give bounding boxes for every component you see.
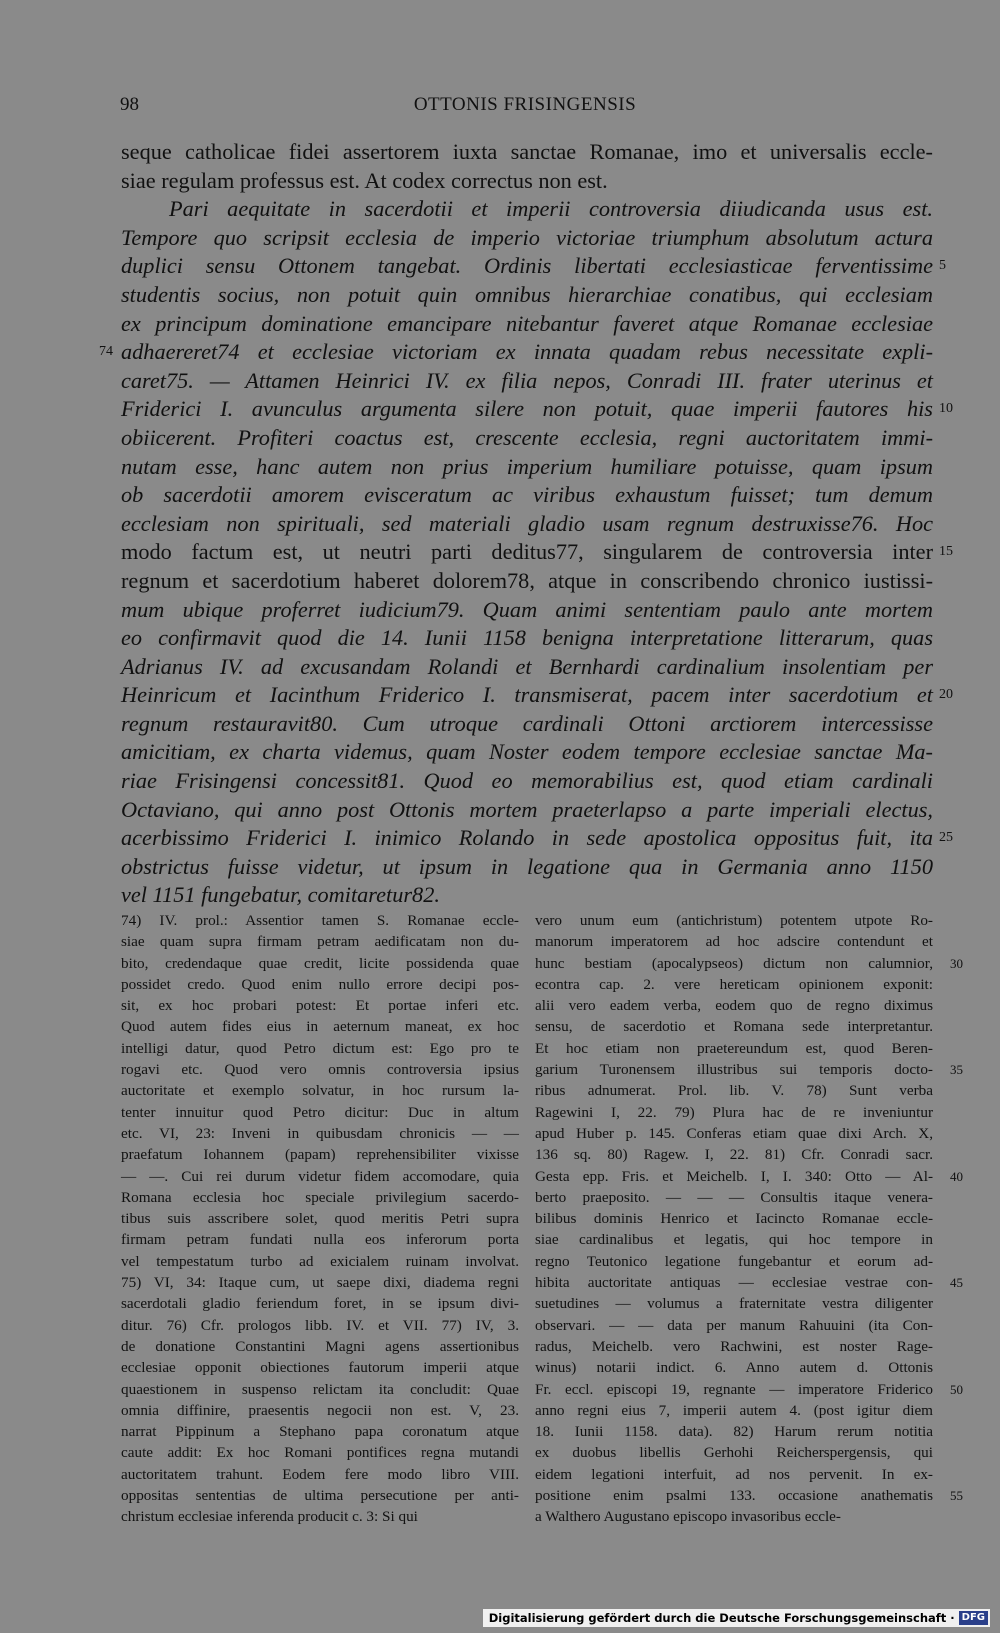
text-line [121, 195, 933, 224]
text-line [121, 510, 933, 539]
footnote-line [121, 1421, 519, 1442]
text-line-content: ecclesiam non spirituali, sed materiali gladio usam regnum destruxisse76. Hoc [121, 510, 933, 536]
footnote-line [535, 1144, 933, 1165]
footnote-line [535, 1251, 933, 1272]
text-line-content: Adrianus IV. ad excusandam Rolandi et Bernhardi cardinalium insolentiam per [121, 653, 933, 679]
footnote-line-content: caute addit: Ex hoc Romani pontifices regna mutandi [121, 1444, 519, 1462]
text-line-content: Pari aequitate in sacerdotii et imperii controversia diiudicanda usus est. [169, 196, 933, 222]
footnote-line-content: Quod autem fides eius in aeternum maneat, ex hoc [121, 1018, 519, 1036]
text-line [121, 738, 933, 767]
footnote-line [535, 1400, 933, 1421]
text-line [99, 338, 933, 367]
text-line [121, 624, 933, 653]
footnote-line [121, 910, 519, 931]
line-number: 25 [939, 830, 953, 846]
footnote-line [535, 1208, 933, 1229]
footnote-line-content: ribus adnumerat. Prol. lib. V. 78) Sunt verba [535, 1082, 933, 1100]
text-line [121, 281, 933, 310]
footnote-line [535, 1464, 933, 1485]
text-line [121, 395, 953, 424]
text-line [121, 367, 933, 396]
footnote-line [535, 1293, 933, 1314]
footnote-line-content: — —. Cui rei durum videtur fidem accomodare, quia [121, 1167, 519, 1185]
text-line-content: vel 1151 fungebatur, comitaretur82. [121, 882, 440, 908]
footnote-line-content: narrat Pippinum a Stephano papa coronatum atque [121, 1423, 519, 1441]
footnote-line-content: firmam petram fundati nulla eos inferorum porta [121, 1231, 519, 1249]
footnote-line-content: econtra cap. 2. vere hereticam opinionem exponit: [535, 975, 933, 993]
text-line-content: ex principum dominatione emancipare nitebantur faveret atque Romanae ecclesiae [121, 310, 933, 336]
footnote-line-content: suetudines — volumus a fraternitate vestra diligenter [535, 1295, 933, 1313]
footnote-line-content: berto praeposito. — — — Consultis itaque venera- [535, 1188, 933, 1206]
footnote-line [121, 1038, 519, 1059]
footnote-line [535, 1102, 933, 1123]
text-line-content: modo factum est, ut neutri parti deditus77, singularem de controversia inter [121, 539, 933, 565]
footnotes-left-column [121, 910, 519, 1528]
footnote-line-number: 40 [950, 1168, 963, 1184]
footnote-line [535, 1442, 933, 1463]
text-line-content: Friderici I. avunculus argumenta silere non potuit, quae imperii fautores his [121, 396, 933, 422]
text-line-content: Tempore quo scripsit ecclesia de imperio victoriae triumphum absolutum actura [121, 224, 933, 250]
text-line [121, 224, 933, 253]
footnote-line-content: bito, credendaque quae credit, licite possidenda quae [121, 954, 519, 972]
footnote-line [121, 1315, 519, 1336]
footnote-line [121, 1144, 519, 1165]
text-line [121, 138, 933, 167]
footnote-line-content: 74) IV. prol.: Assentior tamen S. Romanae eccle- [121, 912, 519, 929]
footnote-line [121, 1400, 519, 1421]
footnote-line-content: winus) notarii indict. 6. Anno autem d. Ottonis [535, 1359, 933, 1377]
footnote-line-content: Et hoc etiam non praetereundum est, quod Beren- [535, 1039, 933, 1057]
footnote-line [535, 995, 933, 1016]
text-line-content: obiicerent. Profiteri coactus est, crescente ecclesia, regni auctoritatem immi- [121, 424, 933, 450]
footnote-line-content: alii vero eadem verba, eodem quo de regno diximus [535, 997, 933, 1015]
footnote-line [121, 1485, 519, 1506]
footnote-line [121, 1102, 519, 1123]
footnote-line-content: apud Huber p. 145. Conferas etiam quae dixi Arch. X, [535, 1124, 933, 1142]
footnote-line-content: hunc bestiam (apocalypseos) dictum non calumnior, [535, 954, 933, 972]
footnote-line-content: etc. VI, 23: Inveni in quibusdam chronicis — — [121, 1124, 519, 1142]
footnote-line [121, 1357, 519, 1378]
text-line-content: acerbissimo Friderici I. inimico Rolando in sede apostolica oppositus fuit, ita [121, 825, 933, 851]
footnote-line [121, 995, 519, 1016]
footnote-line [535, 1315, 933, 1336]
text-line [121, 853, 933, 882]
footnote-line-content: Fr. eccl. episcopi 19, regnante — imperatore Friderico [535, 1380, 933, 1398]
text-line [121, 310, 933, 339]
footnote-line [121, 1442, 519, 1463]
text-line-content: caret75. — Attamen Heinrici IV. ex filia nepos, Conradi III. frater uterinus et [121, 367, 933, 393]
footnote-line [535, 1016, 933, 1037]
text-line-content: eo confirmavit quod die 14. Iunii 1158 benigna interpretatione litterarum, quas [121, 625, 933, 651]
dfg-logo: DFG [959, 1611, 988, 1625]
line-number: 20 [939, 687, 953, 703]
footnote-line-number: 50 [950, 1381, 963, 1397]
text-line [121, 596, 933, 625]
footnote-line-content: positione enim psalmi 133. occasione anathematis [535, 1487, 933, 1505]
line-number: 10 [939, 401, 953, 417]
text-line [121, 167, 933, 196]
footnote-line-content: bilibus dominis Henrico et Iacincto Romanae eccle- [535, 1210, 933, 1228]
footnote-line-content: omnia diffinire, praesentis negocii non est. V, 23. [121, 1401, 519, 1419]
footnote-line-content: sacerdotali gladio feriendum foret, in se ipsum divi- [121, 1295, 519, 1313]
footnote-line [535, 1123, 933, 1144]
text-line-content: adhaereret74 et ecclesiae victoriam ex innata quadam rebus necessitate expli- [121, 339, 933, 365]
text-line-content: regnum et sacerdotium haberet dolorem78, atque in conscribendo chronico iustissi- [121, 567, 933, 593]
footnote-line [535, 1421, 933, 1442]
footnote-line [535, 910, 933, 931]
footnote-line-content: auctoritatem trahunt. Eodem fere modo libro VIII. [121, 1465, 519, 1483]
footnote-line [535, 931, 933, 952]
footnote-line-content: tibus suis asscribere solet, quod meritis Petri supra [121, 1210, 519, 1228]
text-line-content: duplici sensu Ottonem tangebat. Ordinis libertati ecclesiasticae ferventissime [121, 253, 933, 279]
text-line-content: regnum restauravit80. Cum utroque cardinali Ottoni arctiorem intercessisse [121, 710, 933, 736]
footnote-line-content: sensu, de sacerdotio et Romana sede interpretantur. [535, 1018, 933, 1036]
text-line [121, 424, 933, 453]
footnote-line [535, 1336, 933, 1357]
footnote-line-content: Romana ecclesia hoc speciale privilegium sacerdo- [121, 1188, 519, 1206]
footnote-line-content: tenter innuitur quod Petro dicitur: Duc in altum [121, 1103, 519, 1121]
footnote-line-number: 55 [950, 1488, 963, 1504]
footnote-line [121, 1251, 519, 1272]
page-number: 98 [120, 94, 139, 115]
footnote-line [535, 953, 963, 974]
digitization-credit [483, 1609, 990, 1627]
text-line-content: Octaviano, qui anno post Ottonis mortem praeterlapso a parte imperiali electus, [121, 796, 933, 822]
footnote-line-content: possidet credo. Quod enim nullo errore decipi pos- [121, 975, 519, 993]
footnote-line [535, 1038, 933, 1059]
footnote-line-content: de donatione Constantini Magni agens assertionibus [121, 1337, 519, 1355]
text-line-content: obstrictus fuisse videtur, ut ipsum in legatione qua in Germania anno 1150 [121, 853, 933, 879]
text-line [121, 767, 933, 796]
footnote-line [535, 1506, 933, 1527]
footnote-line-content: quaestionem in suspenso relictam ita concludit: Quae [121, 1380, 519, 1398]
text-line [121, 681, 953, 710]
text-line-content: nutam esse, hanc autem non prius imperium humiliare potuisse, quam ipsum [121, 453, 933, 479]
line-number: 5 [939, 258, 946, 274]
footnote-line-content: garium Turonensem illustribus sui temporis docto- [535, 1061, 933, 1079]
footnote-line-content: praefatum Iohannem (papam) reprehensibiliter vixisse [121, 1146, 519, 1164]
footnote-line [535, 1272, 963, 1293]
footnote-line [121, 1464, 519, 1485]
footnote-line [121, 1080, 519, 1101]
page-header [120, 94, 930, 124]
text-line-content: studentis socius, non potuit quin omnibus hierarchiae conatibus, qui ecclesiam [121, 281, 933, 307]
text-line-content: ob sacerdotii amorem evisceratum ac viribus exhaustum fuisset; tum demum [121, 482, 933, 508]
footnote-line [121, 1208, 519, 1229]
footnote-line-content: radus, Meichelb. vero Rachwini, est noster Rage- [535, 1337, 933, 1355]
footnote-line-content: Gesta epp. Fris. et Meichelb. I, I. 340: Otto — Al- [535, 1167, 933, 1185]
footnote-line [535, 1059, 963, 1080]
footnote-line-content: christum ecclesiae inferenda producit c. 3: Si qui [121, 1508, 418, 1526]
footnote-line [535, 1379, 963, 1400]
text-line [121, 881, 933, 910]
footnote-line-content: ex duobus libellis Gerhohi Reicherspergensis, qui [535, 1444, 933, 1462]
text-line-content: siae regulam professus est. At codex correctus non est. [121, 167, 608, 193]
footnote-line [121, 974, 519, 995]
footnote-line-content: eidem legationi interfuit, ad nos pervenit. In ex- [535, 1465, 933, 1483]
footnote-line [535, 1357, 933, 1378]
footnote-line [121, 1229, 519, 1250]
footnote-line-content: 136 sq. 80) Ragew. I, 22. 81) Cfr. Conradi sacr. [535, 1146, 933, 1164]
margin-reference: 74 [99, 344, 113, 360]
text-line [121, 796, 933, 825]
text-line-content: riae Frisingensi concessit81. Quod eo memorabilius est, quod etiam cardinali [121, 768, 933, 794]
text-line [121, 538, 953, 567]
footnote-line [121, 1293, 519, 1314]
footnote-line-content: siae cardinalibus et legatis, qui hoc tempore in [535, 1231, 933, 1249]
footnote-line [121, 1506, 519, 1527]
footnote-line-content: rogavi etc. Quod vero omnis controversia ipsius [121, 1061, 519, 1079]
text-line [121, 824, 953, 853]
footnote-line-content: a Walthero Augustano episcopo invasoribus eccle- [535, 1508, 841, 1526]
running-head: OTTONIS FRISINGENSIS [413, 94, 637, 115]
footnote-line-content: intelligi datur, quod Petro dictum est: Ego pro te [121, 1039, 519, 1057]
footnote-line-content: ditur. 76) Cfr. prologos libb. IV. et VII. 77) IV, 3. [121, 1316, 519, 1334]
footnote-line-content: siae quam supra firmam petram aedificatam non du- [121, 933, 519, 951]
footnotes-right-column [535, 910, 963, 1528]
footnote-line-content: Ragewini I, 22. 79) Plura hac de re inveniuntur [535, 1103, 933, 1121]
text-line-content: amicitiam, ex charta videmus, quam Noster eodem tempore ecclesiae sanctae Ma- [121, 739, 933, 765]
footnote-line-content: oppositas sententias de ultima persecutione per anti- [121, 1487, 519, 1505]
footnote-line [121, 1166, 519, 1187]
footnote-line-content: 75) VI, 34: Itaque cum, ut saepe dixi, diadema regni [121, 1274, 519, 1292]
text-line [121, 567, 933, 596]
text-line [121, 710, 933, 739]
text-line [121, 481, 933, 510]
footnote-line [535, 1187, 933, 1208]
footnote-line-content: regno Teutonico legatione fungebantur et eorum ad- [535, 1252, 933, 1270]
credit-text: Digitalisierung gefördert durch die Deutsche Forschungsgemeinschaft · [488, 1611, 955, 1625]
footnote-line-content: sit, ex hoc probari potest: Et portae inferi etc. [121, 997, 519, 1015]
text-line [121, 653, 933, 682]
main-text-block [99, 138, 953, 910]
footnote-line-content: auctoritate et exemplo solvatur, in hoc rursum la- [121, 1082, 519, 1100]
footnote-line [121, 1379, 519, 1400]
footnote-line [121, 1016, 519, 1037]
text-line-content: Heinricum et Iacinthum Friderico I. transmiserat, pacem inter sacerdotium et [121, 682, 933, 708]
footnote-line [121, 953, 519, 974]
footnote-line-content: ecclesiae opponit obiectiones fautorum imperii atque [121, 1359, 519, 1377]
footnote-line-content: vero unum eum (antichristum) potentem utpote Ro- [535, 912, 933, 929]
line-number: 15 [939, 544, 953, 560]
footnote-line-content: vel tempestatum turbo ad exicialem ruinam involvat. [121, 1252, 519, 1270]
footnote-line-content: hibita auctoritate antiquas — ecclesiae vestrae con- [535, 1274, 933, 1292]
footnote-line [121, 1123, 519, 1144]
footnote-line [535, 1080, 933, 1101]
footnote-line-number: 35 [950, 1062, 963, 1078]
footnote-line-number: 30 [950, 955, 963, 971]
text-line-content: mum ubique proferret iudicium79. Quam animi sententiam paulo ante mortem [121, 596, 933, 622]
footnote-line [121, 1059, 519, 1080]
text-line [121, 453, 933, 482]
footnote-line [535, 974, 933, 995]
footnote-line-content: 18. Iunii 1158. data). 82) Harum rerum notitia [535, 1423, 933, 1441]
footnote-line [121, 1187, 519, 1208]
footnote-line-content: observari. — — data per manum Rahuuini (ita Con- [535, 1316, 933, 1334]
footnote-line [535, 1229, 933, 1250]
footnote-line [121, 931, 519, 952]
footnote-line [535, 1166, 963, 1187]
footnote-line-content: anno regni eius 7, imperii autem 4. (post igitur diem [535, 1401, 933, 1419]
text-line-content: seque catholicae fidei assertorem iuxta sanctae Romanae, imo et universalis eccle- [121, 139, 933, 164]
footnote-line [535, 1485, 963, 1506]
footnote-line-content: manorum imperatorem ad hoc adscire contendunt et [535, 933, 933, 951]
footnote-line [121, 1336, 519, 1357]
footnote-line [121, 1272, 519, 1293]
text-line [121, 252, 946, 281]
footnote-line-number: 45 [950, 1275, 963, 1291]
